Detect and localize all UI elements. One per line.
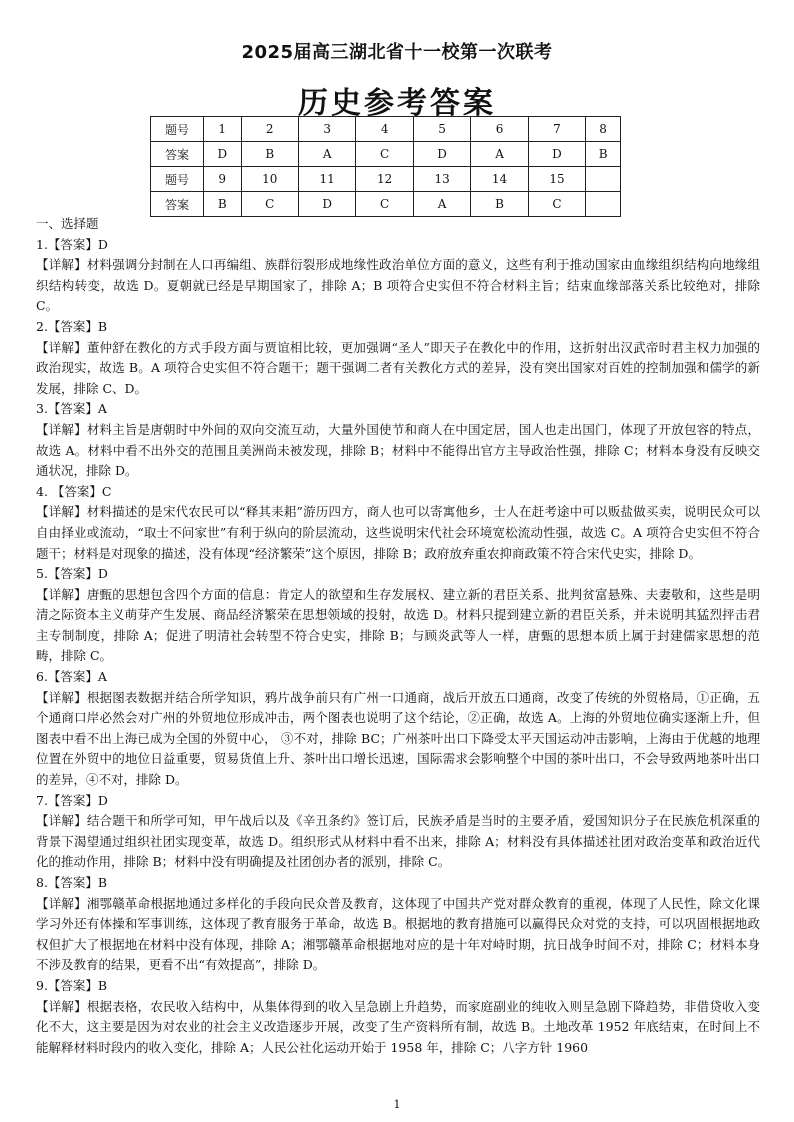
answer-table-cell [586,192,621,217]
answer-table-cell: 13 [413,167,470,192]
answer-explanations [36,214,760,1058]
document-title: 2025届高三湖北省十一校第一次联考 [241,42,553,63]
answer-table [150,116,621,217]
question-answer: 9.【答案】B [36,977,108,993]
section-title: 一、选择题 [36,216,99,231]
answer-table-cell: D [298,192,355,217]
question-answer: 1.【答案】D [36,236,108,252]
answer-table-cell: C [356,192,413,217]
answer-table-cell: B [241,142,298,167]
answer-table-cell: 14 [471,167,528,192]
answer-table-cell: 15 [528,167,585,192]
answer-table-cell: 12 [356,167,413,192]
answer-table-row [151,192,621,217]
answer-table-cell: 7 [528,117,585,142]
question-answer: 6.【答案】A [36,669,107,685]
answer-table-row [151,167,621,192]
answer-table-cell: C [528,192,585,217]
answer-table-cell: D [528,142,585,167]
question-answer: 4. 【答案】C [36,483,112,499]
answer-table-cell: A [413,192,470,217]
answer-table-row-header: 题号 [151,167,204,192]
question-answer: 2.【答案】B [36,318,108,334]
question-explanation: 【详解】根据表格，农民收入结构中，从集体得到的收入呈急剧上升趋势，而家庭副业的纯收入则呈急剧下降趋势，非借贷收入变化不大，这主要是因为对农业的社会主义改造逐步开展，改变了生产资料所有制，故选 B。土地改革 1952 年底结束，在时间上不能解释材料时段内的收入变化，排除 A；人民公社化运动开始于 1958 年，排除 C；八字方针 1960 [36,998,760,1055]
answer-table-cell: 2 [241,117,298,142]
answer-table-cell: 4 [356,117,413,142]
answer-table-cell: 3 [298,117,355,142]
answer-table-cell: C [356,142,413,167]
document-subtitle: 历史参考答案 [298,86,496,121]
page-number: 1 [393,1098,401,1111]
question-explanation: 【详解】唐甄的思想包含四个方面的信息：肯定人的欲望和生存发展权、建立新的君臣关系、批判贫富悬殊、夫妻敬和，这些是明清之际资本主义萌芽产生发展、商品经济繁荣在思想领域的投射，故选 D。材料只提到建立新的君臣关系，并未说明其猛烈抨击君主专制制度，排除 A；促进了明清社会转型不符合史实，排除 B；与顾炎武等人一样，唐甄的思想本质上属于封建儒家思想的范畴，排除 C。 [36,586,760,664]
answer-table-row [151,117,621,142]
question-explanation: 【详解】材料主旨是唐朝时中外间的双向交流互动，大量外国使节和商人在中国定居，国人也走出国门，体现了开放包容的特点，故选 A。材料中看不出外交的范围且美洲尚未被发现，排除 B；材料中不能得出官方主导政治性强，排除 C；材料本身没有反映交通状况，排除 D。 [36,421,760,479]
answer-table-cell: B [471,192,528,217]
question-explanation: 【详解】湘鄂赣革命根据地通过多样化的手段向民众普及教育，这体现了中国共产党对群众教育的重视，体现了人民性，除文化课学习外还有体操和军事训练，这体现了教育服务于革命，故选 B。根据地的教育措施可以赢得民众对党的支持，可以巩固根据地政权但扩大了根据地在材料中没有体现，排除 A；湘鄂赣革命根据地对应的是十年对峙时期，抗日战争时间不对，排除 C；材料本身不涉及教育的结果，更看不出“有效提高”，排除 D。 [36,895,760,973]
answer-table-cell: C [241,192,298,217]
question-explanation: 【详解】结合题干和所学可知，甲午战后以及《辛丑条约》签订后，民族矛盾是当时的主要矛盾，爱国知识分子在民族危机深重的背景下渴望通过组织社团实现变革，故选 D。组织形式从材料中看不出来，排除 A；材料没有具体描述社团对政治变革和政治近代化的推动作用，排除 B；材料中没有明确提及社团创办者的派别，排除 C。 [36,813,760,870]
answer-table-row [151,142,621,167]
answer-table-cell: 11 [298,167,355,192]
answer-table-cell: 5 [413,117,470,142]
answer-table-cell: 6 [471,117,528,142]
answer-table-cell: A [298,142,355,167]
answer-table-cell: 8 [586,117,621,142]
question-answer: 5.【答案】D [36,566,108,582]
answer-table-row-header: 题号 [151,117,204,142]
answer-table-cell: B [586,142,621,167]
question-answer: 7.【答案】D [36,792,108,808]
question-explanation: 【详解】董仲舒在教化的方式手段方面与贾谊相比较，更加强调“圣人”即天子在教化中的作用，这折射出汉武帝时君主权力加强的政治现实，故选 B。A 项符合史实但不符合题干；题干强调二者有关教化方式的差异，没有突出国家对百姓的控制加强和儒学的新发展，排除 C、D。 [36,339,760,396]
answer-table-cell: 9 [204,167,242,192]
answer-table-cell: D [204,142,242,167]
question-explanation: 【详解】材料强调分封制在人口再编组、族群衍裂形成地缘性政治单位方面的意义，这些有利于推动国家由血缘组织结构向地缘组织结构转变，故选 D。夏朝就已经是早期国家了，排除 A；B 项符合史实但不符合材料主旨；结束血缘部落关系比较绝对，排除 C。 [36,257,760,314]
question-explanation: 【详解】材料描述的是宋代农民可以“释其耒耜”游历四方，商人也可以寄寓他乡，士人在赶考途中可以贩盐做买卖，说明民众可以自由择业或流动，“取士不问家世”有利于纵向的阶层流动，这些说明宋代社会环境宽松流动性强，故选 C。A 项符合史实但不符合题干；材料是对现象的描述，没有体现“经济繁荣”这个原因，排除 B；政府放弃重农抑商政策不符合宋代史实，排除 D。 [36,504,760,561]
answer-table-row-header: 答案 [151,192,204,217]
question-answer: 8.【答案】B [36,875,108,890]
question-explanation: 【详解】根据图表数据并结合所学知识，鸦片战争前只有广州一口通商，战后开放五口通商，改变了传统的外贸格局，①正确，五个通商口岸必然会对广州的外贸地位形成冲击，两个图表也说明了这个结论，②正确，故选 A。上海的外贸地位确实逐渐上升，但图表中看不出上海已成为全国的外贸中心， ③不对，排除 BC；广州茶叶出口下降受太平天国运动冲击影响，上海由于优越的地理位置在外贸中的地位日益重要，贸易货值上升、茶叶出口增长迅速，国际需求会影响整个中国的茶叶出口，不会导致两地茶叶出口的差异，④不对，排除 D。 [36,689,760,788]
answer-table-cell: 10 [241,167,298,192]
answer-table-cell: A [471,142,528,167]
answer-table-cell: 1 [204,117,242,142]
answer-table-cell: D [413,142,470,167]
answer-table-cell [586,167,621,192]
question-answer: 3.【答案】A [36,401,107,417]
answer-table-row-header: 答案 [151,142,204,167]
answer-table-cell: B [204,192,242,217]
